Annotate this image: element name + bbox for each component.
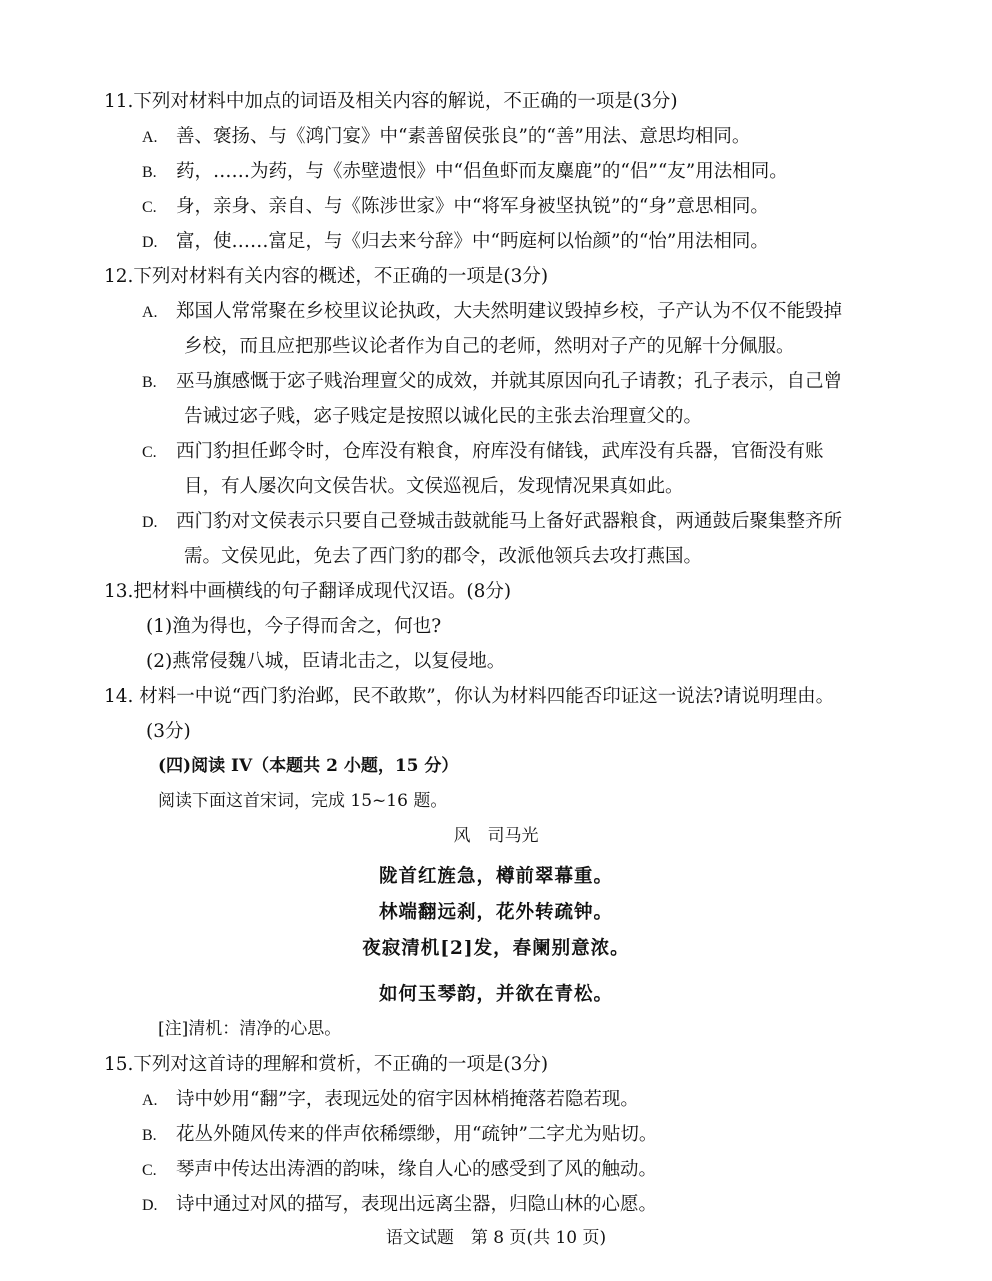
poem-title: 风 司马光	[453, 826, 539, 846]
option-key: B.	[142, 374, 157, 391]
q14-score: (3分)	[146, 721, 191, 742]
q15-stem: 15.下列对这首诗的理解和赏析，不正确的一项是(3分)	[104, 1054, 549, 1075]
q12-option-c	[142, 443, 824, 462]
poem-line-3: 夜寂清机[2]发，春阑别意浓。	[362, 938, 630, 959]
q12-option-c-continued: 目，有人屡次向文侯告状。文侯巡视后，发现情况果真如此。	[184, 476, 684, 497]
option-key: C.	[142, 199, 157, 216]
q12-option-b-continued: 告诫过宓子贱，宓子贱定是按照以诚化民的主张去治理亶父的。	[184, 406, 703, 427]
option-text: 琴声中传达出涛酒的韵味，缘自人心的感受到了风的触动。	[176, 1159, 658, 1180]
section-heading: (四)阅读 IV（本题共 2 小题，15 分）	[158, 756, 459, 776]
option-key: D.	[142, 1197, 158, 1214]
option-text: 西门豹担任邺令时，仓库没有粮食，府库没有储钱，武库没有兵器，官衙没有账	[176, 441, 824, 462]
q12-stem: 12.下列对材料有关内容的概述，不正确的一项是(3分)	[104, 266, 549, 287]
q15-option-c	[142, 1161, 657, 1180]
q14-stem: 14. 材料一中说“西门豹治邺，民不敢欺”，你认为材料四能否印证这一说法?请说明理由。	[104, 686, 835, 707]
option-key: D.	[142, 514, 158, 531]
q11-option-c	[142, 198, 769, 217]
poem-line-2: 林端翻远刹，花外转疏钟。	[378, 902, 613, 923]
option-text: 诗中妙用“翻”字，表现远处的宿宇因林梢掩落若隐若现。	[176, 1089, 639, 1110]
q12-option-a	[142, 303, 842, 322]
option-text: 巫马旗感慨于宓子贱治理亶父的成效，并就其原因向孔子请教；孔子表示，自己曾	[176, 371, 843, 392]
option-key: B.	[142, 164, 157, 181]
poem-note: [注]清机：清净的心思。	[158, 1019, 342, 1039]
q15-option-a	[142, 1091, 639, 1110]
option-text: 西门豹对文侯表示只要自己登城击鼓就能马上备好武器粮食，两通鼓后聚集整齐所	[176, 511, 843, 532]
q13-item-1: (1)渔为得也，今子得而舍之，何也?	[146, 616, 442, 637]
q15-option-d	[142, 1196, 657, 1215]
poem-line-4: 如何玉琴韵，并欲在青松。	[378, 984, 613, 1005]
option-key: A.	[142, 1092, 158, 1109]
q15-option-b	[142, 1126, 657, 1145]
q12-option-b	[142, 373, 842, 392]
option-text: 药，……为药，与《赤壁遗恨》中“侣鱼虾而友麋鹿”的“侣”“友”用法相同。	[176, 161, 788, 182]
q13-item-2: (2)燕常侵魏八城，臣请北击之，以复侵地。	[146, 651, 506, 672]
page-footer: 语文试题 第 8 页(共 10 页)	[385, 1228, 607, 1248]
q11-option-d	[142, 233, 769, 252]
option-key: D.	[142, 234, 158, 251]
option-text: 身，亲身、亲自、与《陈涉世家》中“将军身被坚执锐”的“身”意思相同。	[176, 196, 769, 217]
q12-option-d-continued: 需。文侯见此，免去了西门豹的郡令，改派他领兵去攻打燕国。	[184, 546, 703, 567]
section-instruction: 阅读下面这首宋词，完成 15~16 题。	[158, 791, 448, 811]
option-key: A.	[142, 129, 158, 146]
option-text: 善、褒扬、与《鸿门宴》中“素善留侯张良”的“善”用法、意思均相同。	[176, 126, 751, 147]
q12-option-a-continued: 乡校，而且应把那些议论者作为自己的老师，然明对子产的见解十分佩服。	[184, 336, 795, 357]
q11-stem: 11.下列对材料中加点的词语及相关内容的解说，不正确的一项是(3分)	[104, 91, 678, 112]
option-key: B.	[142, 1127, 157, 1144]
poem-line-1: 陇首红旌急，樽前翠幕重。	[378, 866, 613, 887]
q11-option-a	[142, 128, 750, 147]
option-key: C.	[142, 444, 157, 461]
option-key: A.	[142, 304, 158, 321]
option-text: 花丛外随风传来的伴声依稀缥缈，用“疏钟”二字尤为贴切。	[176, 1124, 658, 1145]
option-key: C.	[142, 1162, 157, 1179]
q11-option-b	[142, 163, 788, 182]
q13-stem: 13.把材料中画横线的句子翻译成现代汉语。(8分)	[104, 581, 512, 602]
option-text: 郑国人常常聚在乡校里议论执政，大夫然明建议毁掉乡校，子产认为不仅不能毁掉	[176, 301, 843, 322]
q12-option-d	[142, 513, 842, 532]
option-text: 诗中通过对风的描写，表现出远离尘器，归隐山林的心愿。	[176, 1194, 658, 1215]
option-text: 富，使……富足，与《归去来兮辞》中“眄庭柯以怡颜”的“怡”用法相同。	[176, 231, 769, 252]
